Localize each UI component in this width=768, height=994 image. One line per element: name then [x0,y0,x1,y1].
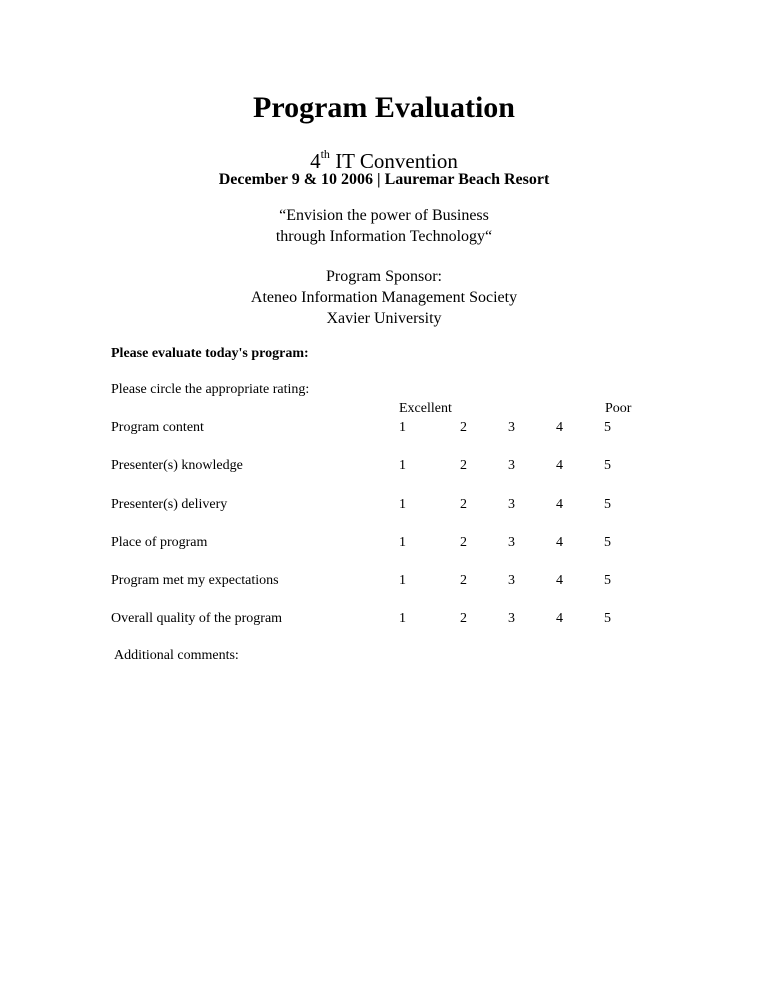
rating-option-4[interactable]: 4 [556,420,563,435]
convention-ordinal-suffix: th [320,147,330,161]
rating-option-5[interactable]: 5 [604,535,611,550]
rating-option-5[interactable]: 5 [604,420,611,435]
rating-option-4[interactable]: 4 [556,611,563,626]
slogan-line-1: “Envision the power of Business [279,207,489,224]
rating-option-1[interactable]: 1 [399,611,406,626]
rating-option-1[interactable]: 1 [399,573,406,588]
rating-row [0,418,768,438]
rating-item-label: Overall quality of the program [111,611,283,626]
rating-row [0,609,768,629]
rating-item-label: Presenter(s) knowledge [111,458,243,473]
rating-option-2[interactable]: 2 [460,535,467,550]
slogan-line-2: through Information Technology“ [275,228,493,245]
evaluation-prompt: Please evaluate today's program: [111,346,309,361]
rating-option-1[interactable]: 1 [399,497,406,512]
rating-option-4[interactable]: 4 [556,458,563,473]
dateline: December 9 & 10 2006 | Lauremar Beach Resort [218,171,550,188]
page-title: Program Evaluation [253,91,515,124]
rating-option-3[interactable]: 3 [508,497,515,512]
convention-name: IT Convention [335,149,458,173]
rating-option-5[interactable]: 5 [604,458,611,473]
rating-item-label: Program met my expectations [111,573,279,588]
rating-option-3[interactable]: 3 [508,535,515,550]
scale-excellent-label: Excellent [399,401,452,416]
rating-option-2[interactable]: 2 [460,458,467,473]
additional-comments-label: Additional comments: [114,648,239,663]
rating-option-5[interactable]: 5 [604,497,611,512]
rating-option-2[interactable]: 2 [460,573,467,588]
sponsor-organization: Ateneo Information Management Society [250,289,518,306]
rating-option-2[interactable]: 2 [460,497,467,512]
rating-option-4[interactable]: 4 [556,497,563,512]
rating-option-1[interactable]: 1 [399,458,406,473]
sponsor-university: Xavier University [326,310,442,327]
rating-item-label: Program content [111,420,204,435]
rating-option-4[interactable]: 4 [556,535,563,550]
rating-row [0,456,768,476]
rating-option-5[interactable]: 5 [604,611,611,626]
rating-instruction: Please circle the appropriate rating: [111,382,310,397]
rating-option-2[interactable]: 2 [460,420,467,435]
rating-option-4[interactable]: 4 [556,573,563,588]
rating-row [0,571,768,591]
rating-option-5[interactable]: 5 [604,573,611,588]
rating-option-1[interactable]: 1 [399,420,406,435]
rating-option-3[interactable]: 3 [508,573,515,588]
rating-option-1[interactable]: 1 [399,535,406,550]
rating-item-label: Presenter(s) delivery [111,497,228,512]
rating-option-2[interactable]: 2 [460,611,467,626]
rating-row [0,533,768,553]
scale-poor-label: Poor [605,401,632,416]
rating-option-3[interactable]: 3 [508,611,515,626]
rating-option-3[interactable]: 3 [508,458,515,473]
convention-ordinal: 4 [310,149,321,173]
sponsor-label: Program Sponsor: [326,268,442,285]
rating-item-label: Place of program [111,535,208,550]
rating-option-3[interactable]: 3 [508,420,515,435]
rating-row [0,495,768,515]
